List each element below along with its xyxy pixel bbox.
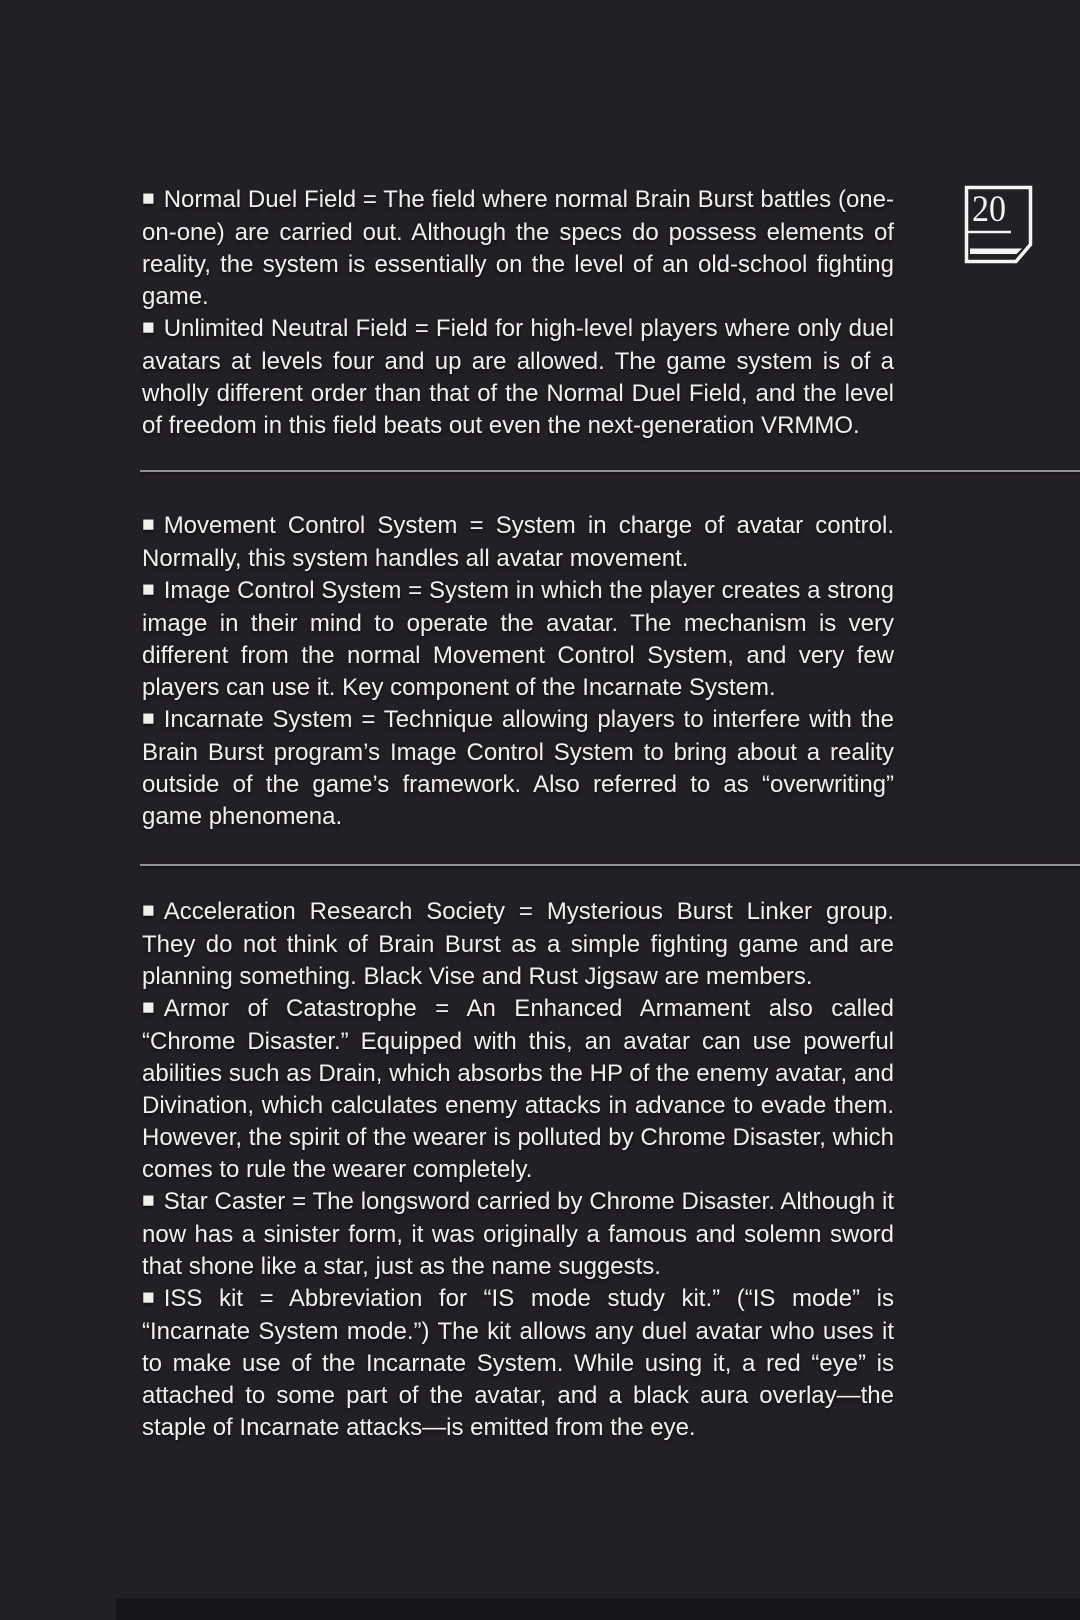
page-number: 20 bbox=[972, 189, 1007, 230]
page-bottom-edge bbox=[116, 1598, 1080, 1620]
entry-text: Movement Control System = System in charge of avatar control. Normally, this system handles all avatar movement. bbox=[142, 512, 894, 572]
bullet-square-icon: ■ bbox=[142, 707, 155, 730]
glossary-entry bbox=[142, 704, 894, 833]
glossary-section-1 bbox=[142, 184, 894, 442]
entry-text: Normal Duel Field = The field where normal Brain Burst battles (one-on-one) are carried out. Although the specs do possess elements of reality, the system is essentially on the level of an old-school fighting game. bbox=[142, 186, 894, 310]
entry-text: Unlimited Neutral Field = Field for high-level players where only duel avatars at levels four and up are allowed. The game system is of a wholly different order than that of the Normal Duel Field, and the level of freedom in this field beats out even the next-generation VRMMO. bbox=[142, 315, 894, 439]
page-number-badge bbox=[964, 185, 1034, 265]
entry-text: Acceleration Research Society = Mysterious Burst Linker group. They do not think of Brain Burst as a simple fighting game and are planning something. Black Vise and Rust Jigsaw are members. bbox=[142, 898, 894, 990]
glossary-entry bbox=[142, 993, 894, 1186]
glossary-entry bbox=[142, 896, 894, 993]
section-divider bbox=[140, 864, 1080, 866]
glossary-entry bbox=[142, 184, 894, 313]
entry-text: ISS kit = Abbreviation for “IS mode study kit.” (“IS mode” is “Incarnate System mode.”) The kit allows any duel avatar who uses it to make use of the Incarnate System. While using it, a red “eye” is attached to some part of the avatar, and a black aura overlay—the staple of Incarnate attacks—is emitted from the eye. bbox=[142, 1285, 894, 1441]
glossary-section-2 bbox=[142, 510, 894, 833]
bullet-square-icon: ■ bbox=[142, 1286, 155, 1309]
entry-text: Star Caster = The longsword carried by Chrome Disaster. Although it now has a sinister form, it was originally a famous and solemn sword that shone like a star, just as the name suggests. bbox=[142, 1188, 894, 1280]
section-divider bbox=[140, 470, 1080, 472]
bullet-square-icon: ■ bbox=[142, 899, 155, 922]
bullet-square-icon: ■ bbox=[142, 996, 155, 1019]
glossary-entry bbox=[142, 1283, 894, 1444]
entry-text: Image Control System = System in which the player creates a strong image in their mind to operate the avatar. The mechanism is very different from the normal Movement Control System, and very few players can use it. Key component of the Incarnate System. bbox=[142, 577, 894, 701]
glossary-entry bbox=[142, 313, 894, 442]
entry-text: Armor of Catastrophe = An Enhanced Armament also called “Chrome Disaster.” Equipped with this, an avatar can use powerful abilities such as Drain, which absorbs the HP of the enemy avatar, and Divination, which calculates enemy attacks in advance to evade them. However, the spirit of the wearer is polluted by Chrome Disaster, which comes to rule the wearer completely. bbox=[142, 995, 894, 1183]
bullet-square-icon: ■ bbox=[142, 187, 155, 210]
entry-text: Incarnate System = Technique allowing players to interfere with the Brain Burst program’s Image Control System to bring about a reality outside of the game’s framework. Also referred to as “overwriting” game phenomena. bbox=[142, 706, 894, 830]
glossary-entry bbox=[142, 510, 894, 575]
bullet-square-icon: ■ bbox=[142, 1189, 155, 1212]
glossary-entry bbox=[142, 1186, 894, 1283]
glossary-entry bbox=[142, 575, 894, 704]
bullet-square-icon: ■ bbox=[142, 513, 155, 536]
bullet-square-icon: ■ bbox=[142, 578, 155, 601]
glossary-section-3 bbox=[142, 896, 894, 1444]
bullet-square-icon: ■ bbox=[142, 316, 155, 339]
